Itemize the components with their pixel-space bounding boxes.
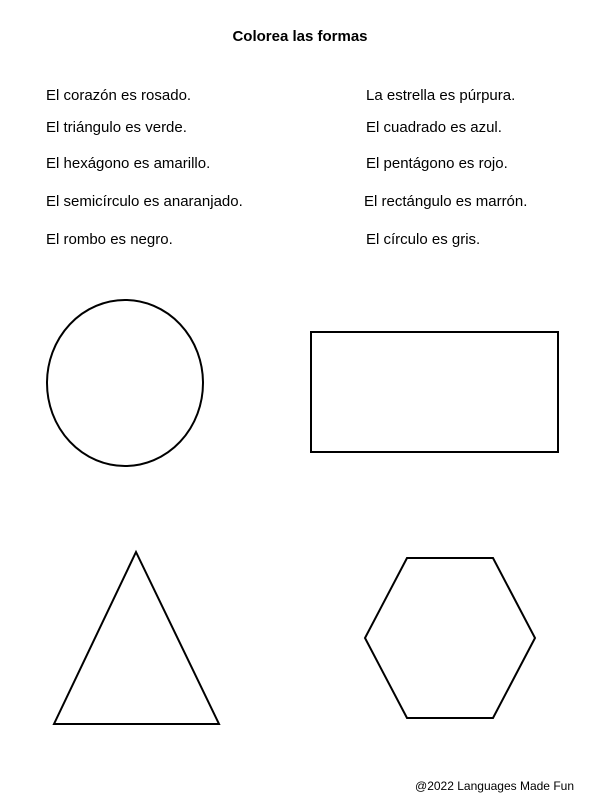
sentence-circle: El círculo es gris. — [366, 231, 481, 248]
sentence-rectangle: El rectángulo es marrón. — [364, 193, 528, 210]
sentence-star: La estrella es púrpura. — [366, 87, 516, 104]
triangle-shape[interactable] — [54, 552, 219, 724]
sentence-pentagon: El pentágono es rojo. — [366, 155, 508, 172]
sentence-semicircle: El semicírculo es anaranjado. — [46, 193, 243, 210]
sentence-heart: El corazón es rosado. — [46, 87, 192, 104]
circle-shape[interactable] — [47, 300, 203, 466]
copyright-footer: @2022 Languages Made Fun — [415, 779, 574, 793]
sentence-square: El cuadrado es azul. — [366, 119, 502, 136]
worksheet-title: Colorea las formas — [232, 28, 368, 45]
rectangle-shape[interactable] — [311, 332, 558, 452]
sentence-hexagon: El hexágono es amarillo. — [46, 155, 211, 172]
hexagon-shape[interactable] — [365, 558, 535, 718]
sentence-triangle: El triángulo es verde. — [46, 119, 187, 136]
sentence-rhombus: El rombo es negro. — [46, 231, 173, 248]
